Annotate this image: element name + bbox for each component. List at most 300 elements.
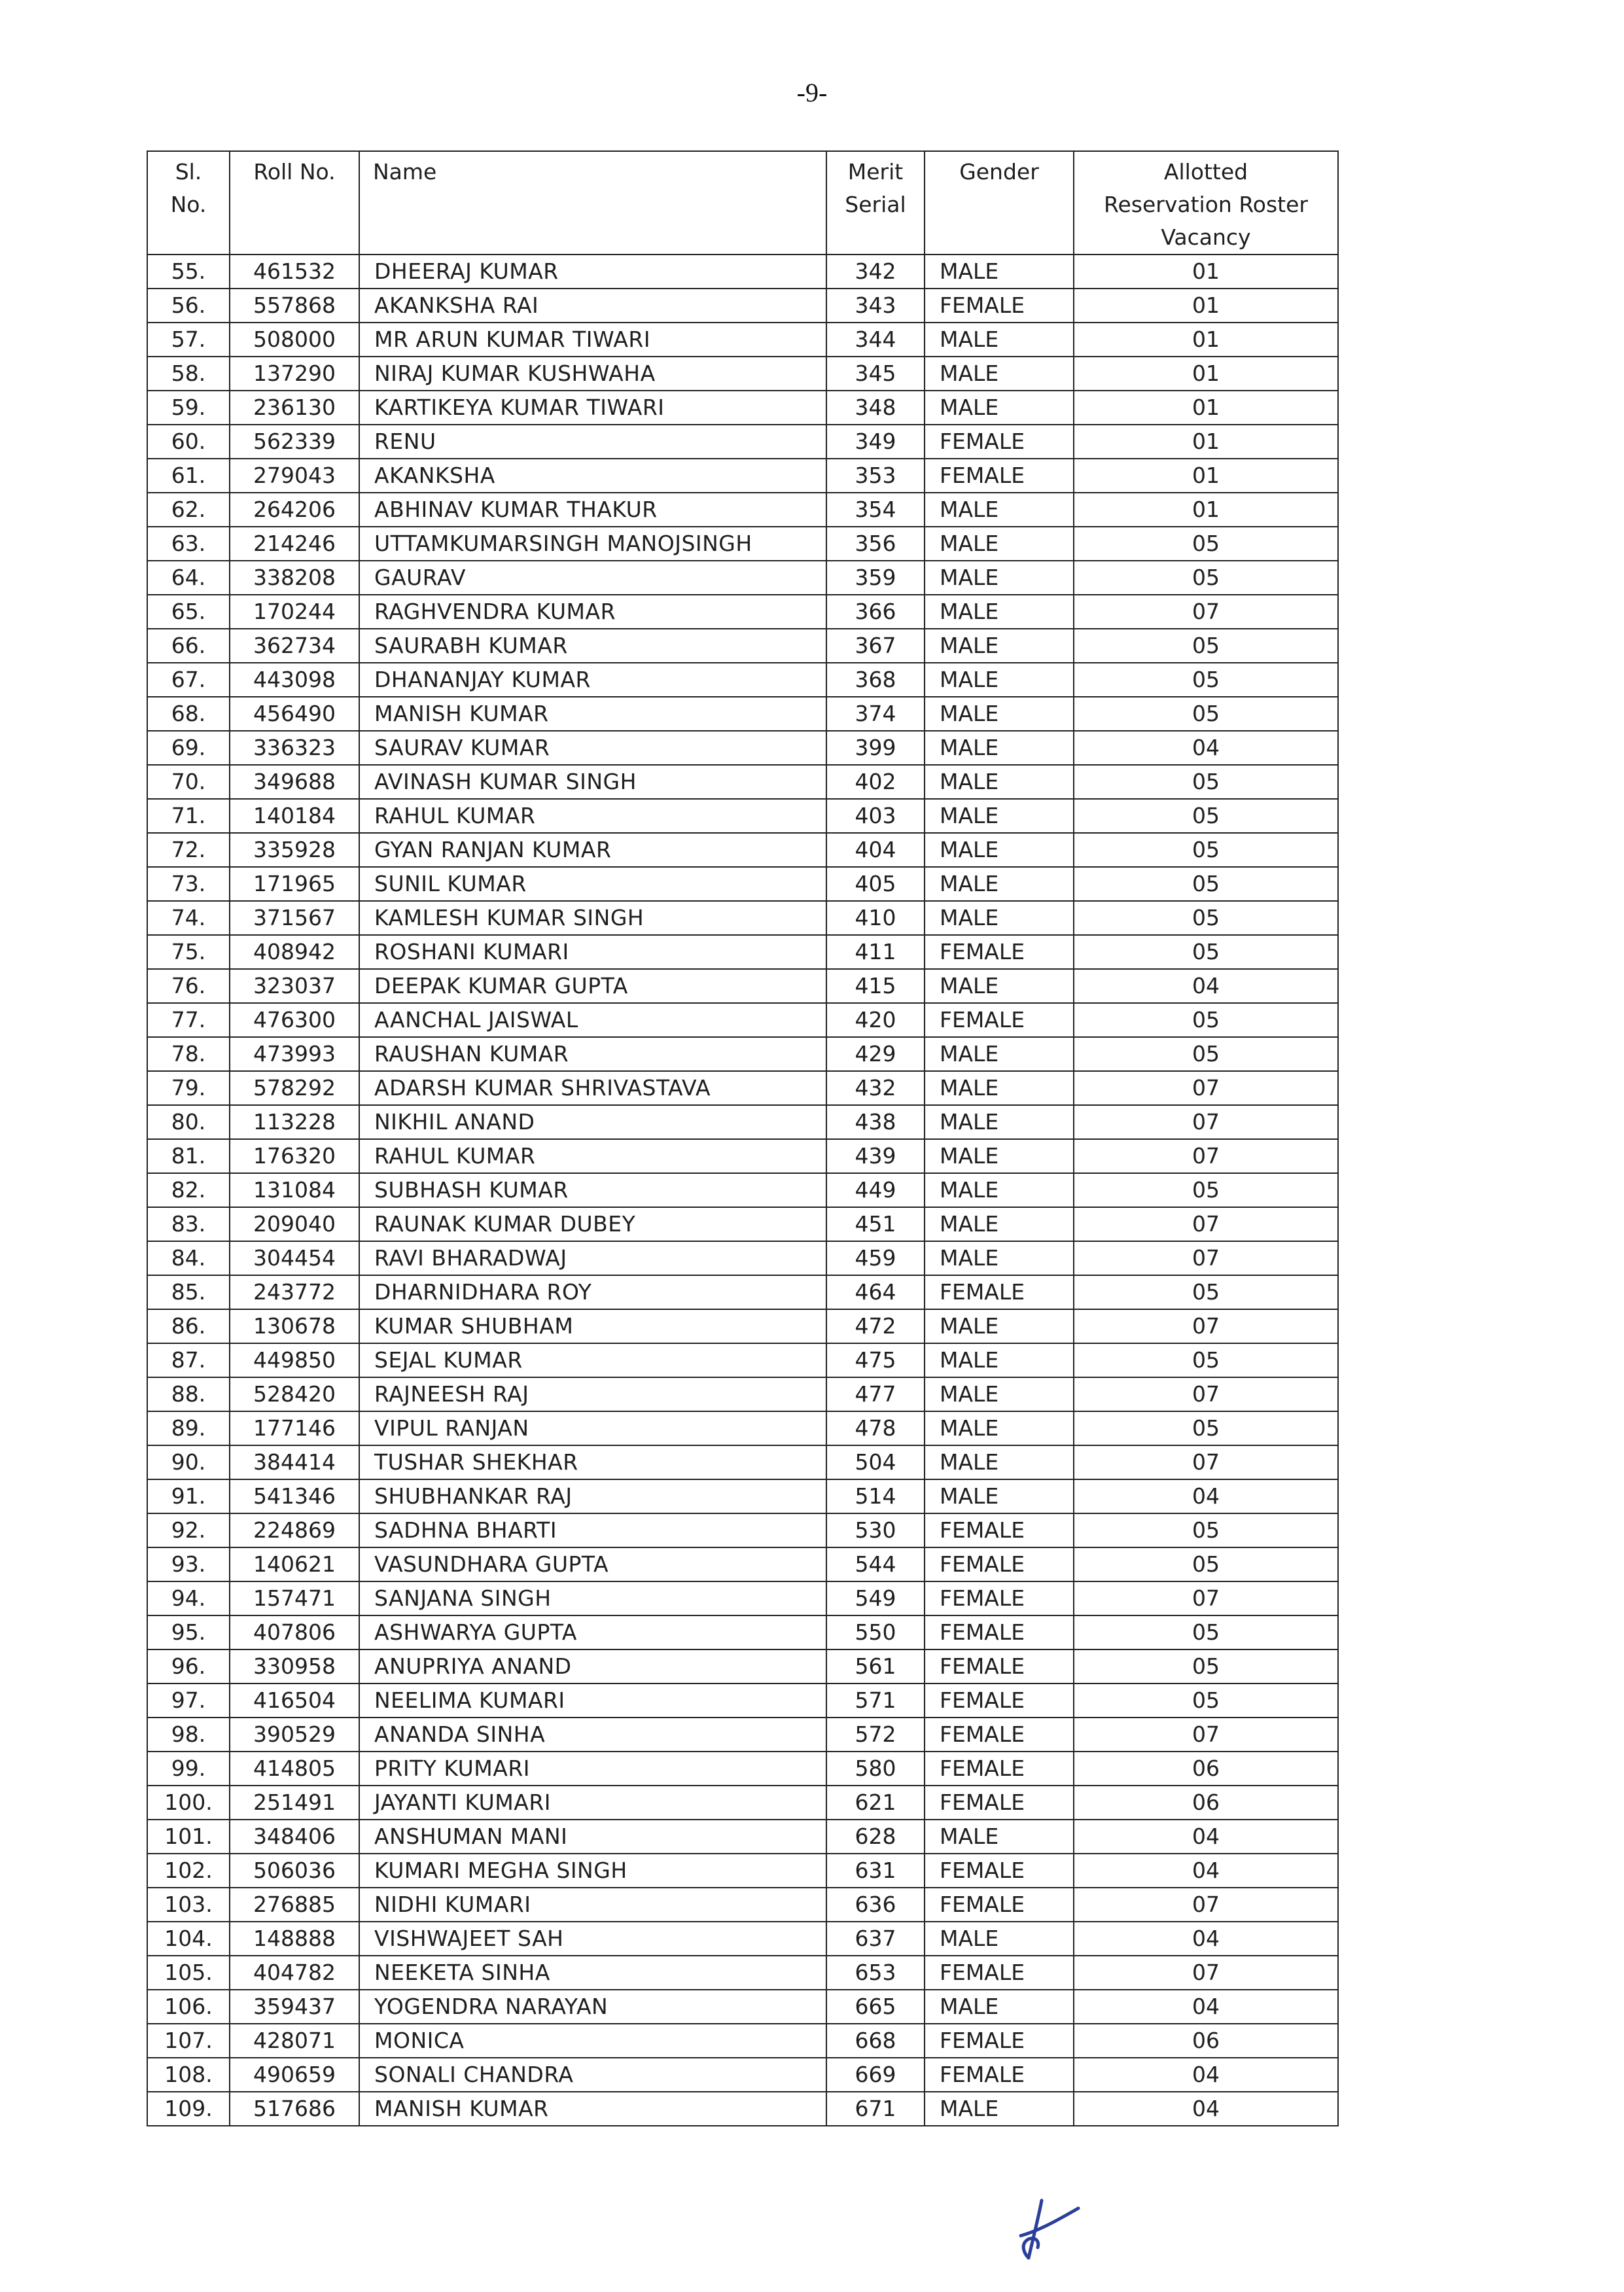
cell-name: DHEERAJ KUMAR [359, 255, 826, 289]
cell-gender: MALE [925, 1377, 1074, 1411]
cell-roll-no: 371567 [230, 901, 359, 935]
cell-sl-no: 108. [147, 2058, 230, 2092]
cell-merit-serial: 628 [826, 1820, 925, 1854]
table-row [147, 323, 1338, 357]
cell-allotted-vacancy: 05 [1074, 799, 1338, 833]
cell-sl-no: 83. [147, 1207, 230, 1241]
cell-roll-no: 348406 [230, 1820, 359, 1854]
cell-name: KUMARI MEGHA SINGH [359, 1854, 826, 1888]
cell-merit-serial: 665 [826, 1990, 925, 2024]
cell-gender: MALE [925, 1479, 1074, 1513]
cell-roll-no: 224869 [230, 1513, 359, 1547]
cell-gender: FEMALE [925, 1003, 1074, 1037]
cell-gender: FEMALE [925, 1854, 1074, 1888]
table-row [147, 2092, 1338, 2126]
cell-gender: FEMALE [925, 289, 1074, 323]
cell-allotted-vacancy: 05 [1074, 1037, 1338, 1071]
cell-gender: FEMALE [925, 1718, 1074, 1752]
table-row [147, 731, 1338, 765]
table-header [147, 151, 1338, 255]
cell-allotted-vacancy: 05 [1074, 663, 1338, 697]
cell-name: AKANKSHA RAI [359, 289, 826, 323]
cell-name: YOGENDRA NARAYAN [359, 1990, 826, 2024]
cell-sl-no: 57. [147, 323, 230, 357]
cell-name: ASHWARYA GUPTA [359, 1615, 826, 1649]
table-row [147, 1241, 1338, 1275]
cell-allotted-vacancy: 05 [1074, 1547, 1338, 1581]
cell-merit-serial: 544 [826, 1547, 925, 1581]
cell-sl-no: 85. [147, 1275, 230, 1309]
cell-roll-no: 428071 [230, 2024, 359, 2058]
table-row [147, 1445, 1338, 1479]
cell-allotted-vacancy: 07 [1074, 1139, 1338, 1173]
cell-roll-no: 359437 [230, 1990, 359, 2024]
cell-sl-no: 66. [147, 629, 230, 663]
cell-sl-no: 101. [147, 1820, 230, 1854]
cell-name: GAURAV [359, 561, 826, 595]
cell-name: ANUPRIYA ANAND [359, 1649, 826, 1684]
cell-roll-no: 304454 [230, 1241, 359, 1275]
cell-allotted-vacancy: 04 [1074, 731, 1338, 765]
cell-name: SUBHASH KUMAR [359, 1173, 826, 1207]
cell-gender: MALE [925, 595, 1074, 629]
cell-allotted-vacancy: 05 [1074, 935, 1338, 969]
cell-allotted-vacancy: 05 [1074, 527, 1338, 561]
cell-allotted-vacancy: 07 [1074, 1071, 1338, 1105]
table-row [147, 425, 1338, 459]
cell-allotted-vacancy: 07 [1074, 1309, 1338, 1343]
cell-sl-no: 67. [147, 663, 230, 697]
table-row [147, 1547, 1338, 1581]
table-row [147, 765, 1338, 799]
cell-merit-serial: 349 [826, 425, 925, 459]
table-row [147, 799, 1338, 833]
table-row [147, 561, 1338, 595]
cell-gender: MALE [925, 1207, 1074, 1241]
cell-gender: FEMALE [925, 1684, 1074, 1718]
cell-merit-serial: 345 [826, 357, 925, 391]
cell-allotted-vacancy: 05 [1074, 1411, 1338, 1445]
cell-roll-no: 414805 [230, 1752, 359, 1786]
cell-sl-no: 71. [147, 799, 230, 833]
cell-name: PRITY KUMARI [359, 1752, 826, 1786]
cell-name: RAUNAK KUMAR DUBEY [359, 1207, 826, 1241]
cell-merit-serial: 432 [826, 1071, 925, 1105]
cell-merit-serial: 366 [826, 595, 925, 629]
cell-name: ANANDA SINHA [359, 1718, 826, 1752]
cell-sl-no: 79. [147, 1071, 230, 1105]
cell-name: ROSHANI KUMARI [359, 935, 826, 969]
cell-gender: FEMALE [925, 459, 1074, 493]
table-row [147, 357, 1338, 391]
cell-name: SAURABH KUMAR [359, 629, 826, 663]
cell-sl-no: 106. [147, 1990, 230, 2024]
table-row [147, 1888, 1338, 1922]
cell-merit-serial: 530 [826, 1513, 925, 1547]
cell-name: SHUBHANKAR RAJ [359, 1479, 826, 1513]
cell-roll-no: 416504 [230, 1684, 359, 1718]
cell-allotted-vacancy: 04 [1074, 1990, 1338, 2024]
cell-sl-no: 62. [147, 493, 230, 527]
cell-name: SONALI CHANDRA [359, 2058, 826, 2092]
cell-sl-no: 90. [147, 1445, 230, 1479]
cell-name: VASUNDHARA GUPTA [359, 1547, 826, 1581]
cell-name: SANJANA SINGH [359, 1581, 826, 1615]
cell-name: MANISH KUMAR [359, 2092, 826, 2126]
cell-allotted-vacancy: 06 [1074, 1752, 1338, 1786]
cell-gender: FEMALE [925, 425, 1074, 459]
cell-roll-no: 517686 [230, 2092, 359, 2126]
cell-sl-no: 100. [147, 1786, 230, 1820]
cell-roll-no: 335928 [230, 833, 359, 867]
cell-sl-no: 60. [147, 425, 230, 459]
cell-name: RAHUL KUMAR [359, 1139, 826, 1173]
table-row [147, 1173, 1338, 1207]
cell-gender: MALE [925, 1241, 1074, 1275]
cell-sl-no: 95. [147, 1615, 230, 1649]
cell-gender: FEMALE [925, 1649, 1074, 1684]
cell-name: ADARSH KUMAR SHRIVASTAVA [359, 1071, 826, 1105]
cell-sl-no: 63. [147, 527, 230, 561]
cell-name: DHANANJAY KUMAR [359, 663, 826, 697]
cell-gender: MALE [925, 1411, 1074, 1445]
cell-name: DHARNIDHARA ROY [359, 1275, 826, 1309]
table-row [147, 1275, 1338, 1309]
cell-sl-no: 68. [147, 697, 230, 731]
cell-gender: MALE [925, 629, 1074, 663]
cell-sl-no: 75. [147, 935, 230, 969]
cell-allotted-vacancy: 06 [1074, 2024, 1338, 2058]
cell-name: SAURAV KUMAR [359, 731, 826, 765]
cell-roll-no: 490659 [230, 2058, 359, 2092]
cell-roll-no: 476300 [230, 1003, 359, 1037]
cell-sl-no: 80. [147, 1105, 230, 1139]
cell-sl-no: 86. [147, 1309, 230, 1343]
cell-sl-no: 109. [147, 2092, 230, 2126]
cell-roll-no: 443098 [230, 663, 359, 697]
cell-gender: MALE [925, 799, 1074, 833]
cell-sl-no: 61. [147, 459, 230, 493]
cell-roll-no: 562339 [230, 425, 359, 459]
table-row [147, 833, 1338, 867]
cell-merit-serial: 478 [826, 1411, 925, 1445]
cell-gender: MALE [925, 391, 1074, 425]
cell-merit-serial: 410 [826, 901, 925, 935]
cell-roll-no: 236130 [230, 391, 359, 425]
cell-gender: FEMALE [925, 1956, 1074, 1990]
cell-name: NEEKETA SINHA [359, 1956, 826, 1990]
cell-roll-no: 461532 [230, 255, 359, 289]
cell-merit-serial: 477 [826, 1377, 925, 1411]
cell-roll-no: 251491 [230, 1786, 359, 1820]
cell-roll-no: 338208 [230, 561, 359, 595]
cell-merit-serial: 343 [826, 289, 925, 323]
cell-allotted-vacancy: 07 [1074, 1956, 1338, 1990]
header-roll-no: Roll No. [230, 151, 359, 255]
cell-allotted-vacancy: 01 [1074, 323, 1338, 357]
table-row [147, 901, 1338, 935]
table-row [147, 1649, 1338, 1684]
cell-roll-no: 276885 [230, 1888, 359, 1922]
table-row [147, 1990, 1338, 2024]
cell-gender: FEMALE [925, 1275, 1074, 1309]
cell-sl-no: 81. [147, 1139, 230, 1173]
table-row [147, 935, 1338, 969]
cell-merit-serial: 549 [826, 1581, 925, 1615]
cell-allotted-vacancy: 01 [1074, 391, 1338, 425]
cell-name: RAJNEESH RAJ [359, 1377, 826, 1411]
cell-merit-serial: 572 [826, 1718, 925, 1752]
cell-name: RAHUL KUMAR [359, 799, 826, 833]
cell-merit-serial: 459 [826, 1241, 925, 1275]
cell-name: SEJAL KUMAR [359, 1343, 826, 1377]
cell-gender: FEMALE [925, 2058, 1074, 2092]
cell-allotted-vacancy: 04 [1074, 1854, 1338, 1888]
cell-gender: MALE [925, 1071, 1074, 1105]
cell-roll-no: 323037 [230, 969, 359, 1003]
cell-allotted-vacancy: 04 [1074, 1922, 1338, 1956]
cell-sl-no: 107. [147, 2024, 230, 2058]
cell-roll-no: 508000 [230, 323, 359, 357]
cell-sl-no: 99. [147, 1752, 230, 1786]
cell-allotted-vacancy: 05 [1074, 901, 1338, 935]
cell-name: KARTIKEYA KUMAR TIWARI [359, 391, 826, 425]
cell-roll-no: 176320 [230, 1139, 359, 1173]
cell-roll-no: 528420 [230, 1377, 359, 1411]
table-row [147, 1922, 1338, 1956]
cell-sl-no: 64. [147, 561, 230, 595]
table-row [147, 1513, 1338, 1547]
cell-gender: MALE [925, 1037, 1074, 1071]
cell-name: RAGHVENDRA KUMAR [359, 595, 826, 629]
table-row [147, 1003, 1338, 1037]
cell-allotted-vacancy: 05 [1074, 1684, 1338, 1718]
cell-name: NIRAJ KUMAR KUSHWAHA [359, 357, 826, 391]
header-row [147, 151, 1338, 255]
table-row [147, 867, 1338, 901]
cell-roll-no: 140184 [230, 799, 359, 833]
cell-gender: MALE [925, 901, 1074, 935]
cell-allotted-vacancy: 07 [1074, 1718, 1338, 1752]
table-row [147, 391, 1338, 425]
cell-merit-serial: 403 [826, 799, 925, 833]
cell-merit-serial: 402 [826, 765, 925, 799]
cell-gender: MALE [925, 493, 1074, 527]
table-row [147, 1139, 1338, 1173]
cell-name: JAYANTI KUMARI [359, 1786, 826, 1820]
cell-merit-serial: 415 [826, 969, 925, 1003]
cell-name: NIDHI KUMARI [359, 1888, 826, 1922]
cell-gender: MALE [925, 969, 1074, 1003]
cell-sl-no: 56. [147, 289, 230, 323]
cell-roll-no: 390529 [230, 1718, 359, 1752]
cell-sl-no: 69. [147, 731, 230, 765]
cell-name: MONICA [359, 2024, 826, 2058]
table-row [147, 1037, 1338, 1071]
cell-name: RENU [359, 425, 826, 459]
cell-merit-serial: 580 [826, 1752, 925, 1786]
table-row [147, 459, 1338, 493]
cell-allotted-vacancy: 05 [1074, 629, 1338, 663]
cell-sl-no: 87. [147, 1343, 230, 1377]
cell-merit-serial: 411 [826, 935, 925, 969]
header-allotted-vacancy: Allotted Reservation Roster Vacancy [1074, 151, 1338, 255]
page-number: -9- [796, 78, 828, 107]
cell-allotted-vacancy: 07 [1074, 1888, 1338, 1922]
table-row [147, 289, 1338, 323]
cell-merit-serial: 354 [826, 493, 925, 527]
cell-merit-serial: 621 [826, 1786, 925, 1820]
cell-merit-serial: 550 [826, 1615, 925, 1649]
table-body [147, 255, 1338, 2126]
cell-sl-no: 74. [147, 901, 230, 935]
cell-allotted-vacancy: 05 [1074, 1003, 1338, 1037]
cell-allotted-vacancy: 05 [1074, 765, 1338, 799]
cell-merit-serial: 439 [826, 1139, 925, 1173]
cell-sl-no: 55. [147, 255, 230, 289]
cell-sl-no: 78. [147, 1037, 230, 1071]
cell-allotted-vacancy: 05 [1074, 561, 1338, 595]
cell-roll-no: 578292 [230, 1071, 359, 1105]
cell-name: UTTAMKUMARSINGH MANOJSINGH [359, 527, 826, 561]
cell-name: DEEPAK KUMAR GUPTA [359, 969, 826, 1003]
cell-sl-no: 84. [147, 1241, 230, 1275]
cell-merit-serial: 653 [826, 1956, 925, 1990]
cell-name: GYAN RANJAN KUMAR [359, 833, 826, 867]
cell-sl-no: 96. [147, 1649, 230, 1684]
table-row [147, 1479, 1338, 1513]
table-row [147, 969, 1338, 1003]
cell-merit-serial: 353 [826, 459, 925, 493]
cell-allotted-vacancy: 01 [1074, 493, 1338, 527]
cell-roll-no: 209040 [230, 1207, 359, 1241]
cell-name: VISHWAJEET SAH [359, 1922, 826, 1956]
cell-allotted-vacancy: 07 [1074, 1581, 1338, 1615]
cell-sl-no: 92. [147, 1513, 230, 1547]
table-row [147, 1820, 1338, 1854]
cell-gender: MALE [925, 1445, 1074, 1479]
cell-gender: MALE [925, 561, 1074, 595]
cell-name: KUMAR SHUBHAM [359, 1309, 826, 1343]
table-row [147, 663, 1338, 697]
cell-allotted-vacancy: 07 [1074, 1445, 1338, 1479]
table-row [147, 595, 1338, 629]
cell-gender: MALE [925, 357, 1074, 391]
cell-sl-no: 103. [147, 1888, 230, 1922]
cell-merit-serial: 451 [826, 1207, 925, 1241]
table-row [147, 1581, 1338, 1615]
cell-merit-serial: 399 [826, 731, 925, 765]
cell-merit-serial: 359 [826, 561, 925, 595]
header-gender: Gender [925, 151, 1074, 255]
cell-roll-no: 330958 [230, 1649, 359, 1684]
cell-sl-no: 105. [147, 1956, 230, 1990]
cell-allotted-vacancy: 07 [1074, 1207, 1338, 1241]
table-row [147, 1309, 1338, 1343]
cell-roll-no: 407806 [230, 1615, 359, 1649]
cell-allotted-vacancy: 04 [1074, 2092, 1338, 2126]
cell-merit-serial: 438 [826, 1105, 925, 1139]
cell-allotted-vacancy: 04 [1074, 2058, 1338, 2092]
cell-sl-no: 77. [147, 1003, 230, 1037]
cell-gender: MALE [925, 2092, 1074, 2126]
cell-allotted-vacancy: 05 [1074, 1513, 1338, 1547]
cell-name: VIPUL RANJAN [359, 1411, 826, 1445]
cell-allotted-vacancy: 05 [1074, 1343, 1338, 1377]
cell-roll-no: 404782 [230, 1956, 359, 1990]
cell-merit-serial: 449 [826, 1173, 925, 1207]
cell-name: KAMLESH KUMAR SINGH [359, 901, 826, 935]
table-row [147, 1752, 1338, 1786]
cell-roll-no: 362734 [230, 629, 359, 663]
cell-allotted-vacancy: 01 [1074, 357, 1338, 391]
cell-allotted-vacancy: 01 [1074, 425, 1338, 459]
cell-roll-no: 456490 [230, 697, 359, 731]
cell-sl-no: 88. [147, 1377, 230, 1411]
cell-name: SADHNA BHARTI [359, 1513, 826, 1547]
cell-sl-no: 94. [147, 1581, 230, 1615]
table-row [147, 2058, 1338, 2092]
cell-allotted-vacancy: 06 [1074, 1786, 1338, 1820]
cell-roll-no: 170244 [230, 595, 359, 629]
cell-gender: MALE [925, 1105, 1074, 1139]
cell-allotted-vacancy: 01 [1074, 255, 1338, 289]
cell-allotted-vacancy: 04 [1074, 1820, 1338, 1854]
table-row [147, 1615, 1338, 1649]
cell-merit-serial: 420 [826, 1003, 925, 1037]
cell-gender: MALE [925, 697, 1074, 731]
cell-merit-serial: 669 [826, 2058, 925, 2092]
cell-gender: MALE [925, 1173, 1074, 1207]
cell-gender: FEMALE [925, 1547, 1074, 1581]
cell-allotted-vacancy: 07 [1074, 1105, 1338, 1139]
table-row [147, 1854, 1338, 1888]
cell-gender: MALE [925, 1820, 1074, 1854]
cell-gender: FEMALE [925, 2024, 1074, 2058]
cell-merit-serial: 464 [826, 1275, 925, 1309]
cell-gender: FEMALE [925, 1581, 1074, 1615]
cell-name: RAUSHAN KUMAR [359, 1037, 826, 1071]
table-row [147, 1718, 1338, 1752]
cell-gender: FEMALE [925, 1615, 1074, 1649]
table-row [147, 697, 1338, 731]
cell-gender: MALE [925, 1990, 1074, 2024]
cell-gender: MALE [925, 765, 1074, 799]
cell-merit-serial: 344 [826, 323, 925, 357]
cell-merit-serial: 636 [826, 1888, 925, 1922]
cell-roll-no: 157471 [230, 1581, 359, 1615]
cell-sl-no: 73. [147, 867, 230, 901]
cell-merit-serial: 504 [826, 1445, 925, 1479]
cell-gender: MALE [925, 527, 1074, 561]
table-row [147, 1105, 1338, 1139]
cell-roll-no: 130678 [230, 1309, 359, 1343]
cell-sl-no: 93. [147, 1547, 230, 1581]
cell-roll-no: 506036 [230, 1854, 359, 1888]
cell-sl-no: 102. [147, 1854, 230, 1888]
cell-gender: MALE [925, 867, 1074, 901]
cell-allotted-vacancy: 05 [1074, 1615, 1338, 1649]
table-row [147, 255, 1338, 289]
cell-merit-serial: 637 [826, 1922, 925, 1956]
table-row [147, 1411, 1338, 1445]
cell-sl-no: 59. [147, 391, 230, 425]
cell-gender: MALE [925, 1343, 1074, 1377]
table-row [147, 1956, 1338, 1990]
cell-name: AKANKSHA [359, 459, 826, 493]
cell-merit-serial: 404 [826, 833, 925, 867]
cell-roll-no: 449850 [230, 1343, 359, 1377]
